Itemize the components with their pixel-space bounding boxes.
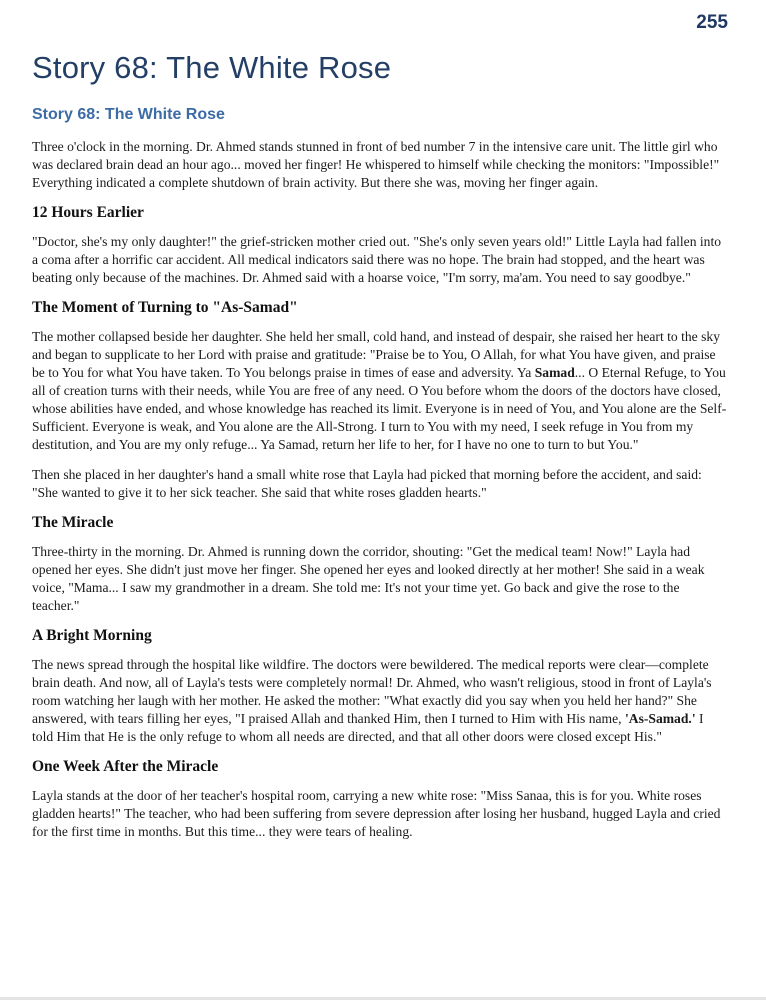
section-paragraph: "Doctor, she's my only daughter!" the grief-stricken mother cried out. "She's only seven years old!" Little Layla had fallen into a coma after a horrific car accident. All medical indicators said there was no hope. The brain had stopped, and the heart was beating only because of the machines. Dr. Ahmed said with a hoarse voice, "I'm sorry, ma'am. You need to say goodbye.": [32, 234, 722, 285]
section-paragraph: Then she placed in her daughter's hand a small white rose that Layla had picked that morning before the accident, and said: "She wanted to give it to her sick teacher. She said that white roses gladden hearts.": [32, 467, 702, 500]
bold-text: Samad: [534, 365, 575, 380]
section-heading-turning-to-as-samad: The Moment of Turning to "As-Samad": [32, 299, 298, 316]
section-heading-12-hours-earlier: 12 Hours Earlier: [32, 204, 144, 221]
text-run: The news spread through the hospital like wildfire. The doctors were bewildered. The medical reports were clear—complete brain death. And now, all of Layla's tests were completely normal! Dr. Ahmed, who wasn't religious, stood in front of Layla's room watching her laugh with her mother. He asked the mother: "What exactly did you say when you held her hand?" She answered, with tears filling her eyes, "I praised Allah and thanked Him, then I turned to Him with His name,: [32, 657, 712, 726]
story-subtitle: Story 68: The White Rose: [32, 106, 225, 123]
intro-paragraph: Three o'clock in the morning. Dr. Ahmed stands stunned in front of bed number 7 in the intensive care unit. The little girl who was declared brain dead an hour ago... moved her finger! He whispered to himself while checking the monitors: "Impossible!" Everything indicated a complete shutdown of brain activity. But there she was, moving her finger again.: [32, 139, 720, 190]
bold-text: 'As-Samad.': [624, 711, 696, 726]
section-paragraph: [32, 656, 728, 746]
text-run: The mother collapsed beside her daughter. She held her small, cold hand, and instead of despair, she raised her heart to the sky and began to supplicate to her Lord with praise and gratitude: "Praise be to You, O Allah, for what You have given, and praise be to You for what You have taken. To You belongs praise in times of ease and adversity. Ya: [32, 329, 720, 380]
section-paragraph: Layla stands at the door of her teacher's hospital room, carrying a new white rose: "Miss Sanaa, this is for you. White roses gladden hearts!" The teacher, who had been suffering from severe depression after losing her husband, hugged Layla and cried for the first time in months. But this time... they were tears of healing.: [32, 788, 721, 839]
section-paragraph: Three-thirty in the morning. Dr. Ahmed is running down the corridor, shouting: "Get the medical team! Now!" Layla had opened her eyes. She didn't just move her finger. She opened her eyes and looked directly at her mother! She said in a weak voice, "Mama... I saw my grandmother in a dream. She told me: It's not your time yet. Go back and give the rose to the teacher.": [32, 544, 705, 613]
section-heading-one-week-after: One Week After the Miracle: [32, 758, 219, 775]
document-body: [32, 50, 728, 853]
text-run: I told Him that He is the only refuge to whom all needs are directed, and that all other doors were closed except His.": [32, 711, 704, 744]
section-heading-a-bright-morning: A Bright Morning: [32, 627, 152, 644]
text-run: ... O Eternal Refuge, to You all of creation turns with their needs, while You are free of any need. O You before whom the doors of the doctors have closed, whose abilities have ended, and whose knowledge has reached its limit. Everyone is in need of You, and You alone are the Self-Sufficient. Everyone is weak, and You alone are the All-Strong. I turn to You with my need, I seek refuge in You from my destitution, and You are my only refuge... Ya Samad, return her life to her, for I have no one to turn to but You.": [32, 365, 727, 452]
section-heading-the-miracle: The Miracle: [32, 514, 114, 531]
page-number: 255: [696, 12, 728, 33]
section-paragraph: [32, 328, 728, 454]
page-title: Story 68: The White Rose: [32, 50, 392, 85]
